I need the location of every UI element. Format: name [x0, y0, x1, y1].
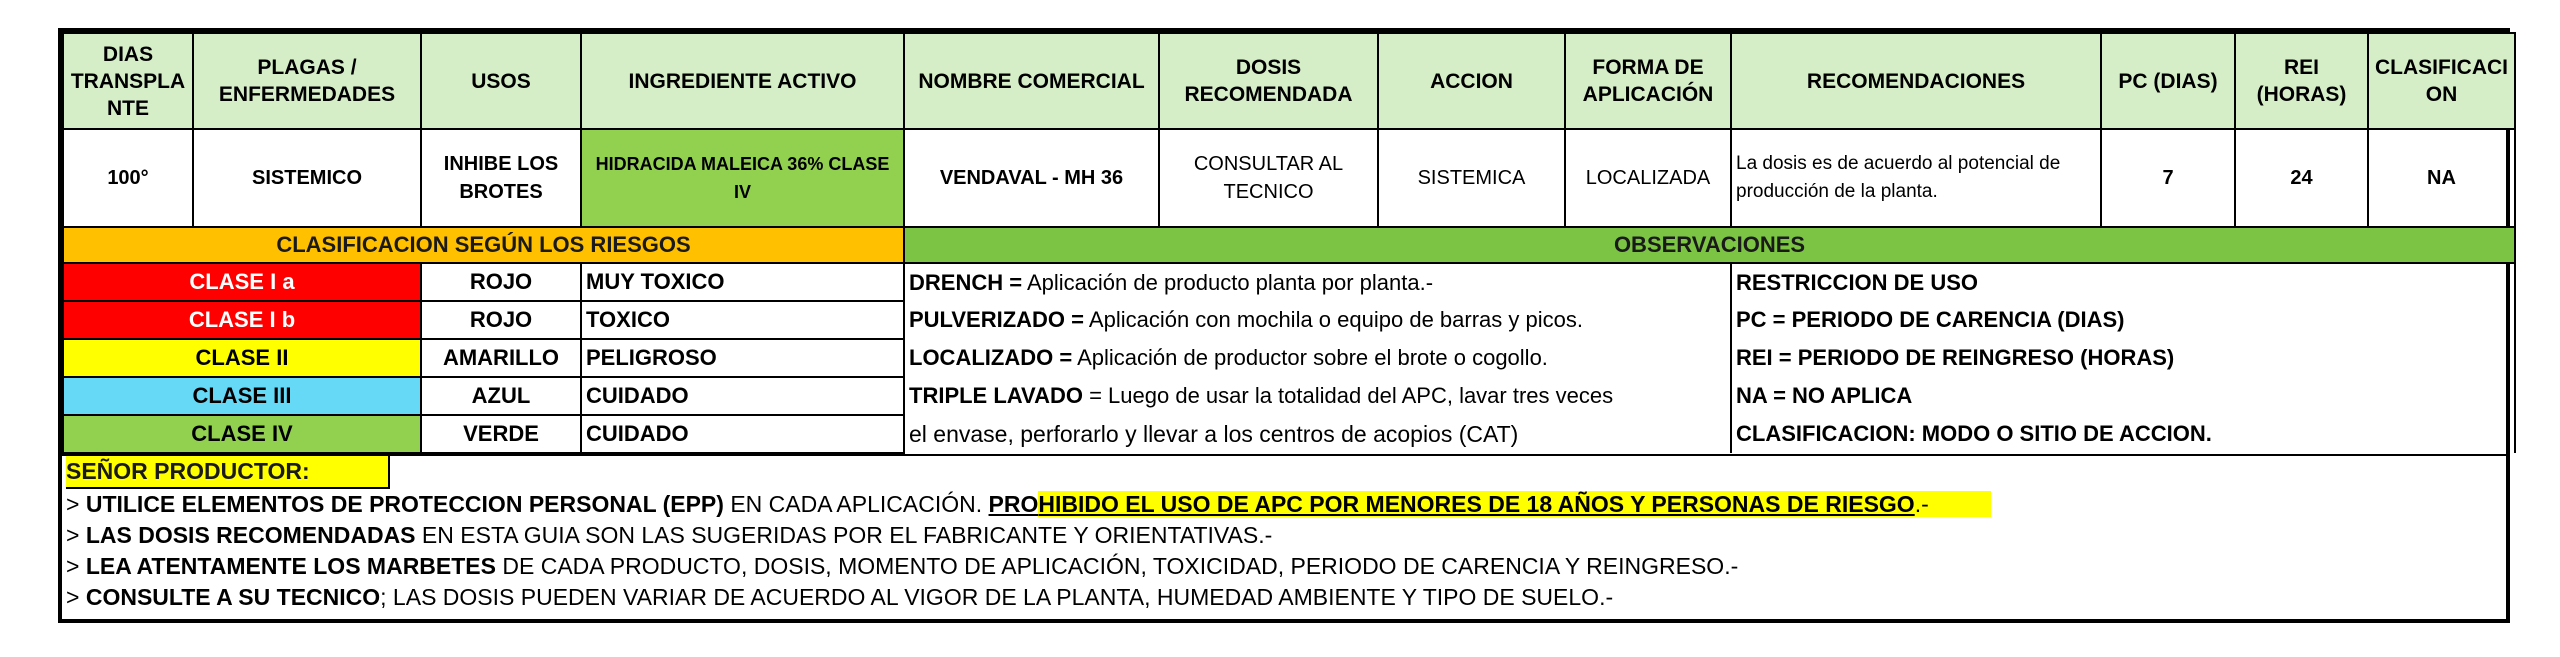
producer-notice	[62, 454, 2506, 619]
risk-class-name: CLASE I a	[63, 263, 421, 301]
observation-term: LOCALIZADO =	[909, 345, 1073, 370]
notice-line: > CONSULTE A SU TECNICO; LAS DOSIS PUEDEN VARIAR DE ACUERDO AL VIGOR DE LA PLANTA, HUMEDAD AMBIENTE Y TIPO DE SUELO.-	[66, 584, 1614, 610]
observation-line	[904, 339, 1731, 377]
risk-class-level: MUY TOXICO	[581, 263, 904, 301]
risk-class-row	[63, 301, 2515, 339]
header-nombre: NOMBRE COMERCIAL	[904, 33, 1159, 129]
risk-class-name: CLASE II	[63, 339, 421, 377]
notice-line: > LEA ATENTAMENTE LOS MARBETES DE CADA PRODUCTO, DOSIS, MOMENTO DE APLICACIÓN, TOXICIDAD, PERIODO DE CARENCIA Y REINGRESO.-	[66, 553, 1739, 579]
cell-dosis: CONSULTAR AL TECNICO	[1159, 129, 1378, 227]
observation-text: = Luego de usar la totalidad del APC, lavar tres veces	[1082, 383, 1614, 408]
cell-forma: LOCALIZADA	[1565, 129, 1731, 227]
cell-usos: INHIBE LOS BROTES	[421, 129, 581, 227]
product-table	[62, 32, 2516, 454]
observation-text: el envase, perforarlo y llevar a los centros de acopios (CAT)	[909, 420, 1519, 447]
risk-class-name: CLASE IV	[63, 415, 421, 453]
header-recomendaciones: RECOMENDACIONES	[1731, 33, 2101, 129]
header-usos: USOS	[421, 33, 581, 129]
observations-title: OBSERVACIONES	[904, 227, 2515, 263]
header-ingrediente: INGREDIENTE ACTIVO	[581, 33, 904, 129]
risk-class-row	[63, 339, 2515, 377]
risk-class-color: ROJO	[421, 301, 581, 339]
cell-accion: SISTEMICA	[1378, 129, 1565, 227]
cell-clasificacion: NA	[2368, 129, 2515, 227]
observation-line	[904, 377, 1731, 415]
risk-class-row	[63, 263, 2515, 301]
restriction-line: RESTRICCION DE USO	[1731, 263, 2515, 301]
header-dosis: DOSIS RECOMENDADA	[1159, 33, 1378, 129]
risk-class-color: VERDE	[421, 415, 581, 453]
cell-rei: 24	[2235, 129, 2368, 227]
risk-title: CLASIFICACION SEGÚN LOS RIESGOS	[63, 227, 904, 263]
cell-ingrediente: HIDRACIDA MALEICA 36% CLASE IV	[581, 129, 904, 227]
header-forma: FORMA DE APLICACIÓN	[1565, 33, 1731, 129]
product-sheet	[58, 28, 2510, 623]
observation-text: Aplicación con mochila o equipo de barras y picos.	[1084, 307, 1583, 332]
header-rei: REI (HORAS)	[2235, 33, 2368, 129]
observation-text: Aplicación de producto planta por planta.-	[1022, 269, 1434, 295]
cell-recomendaciones: La dosis es de acuerdo al potencial de producción de la planta.	[1731, 129, 2101, 227]
notice-line: > UTILICE ELEMENTOS DE PROTECCION PERSONAL (EPP) EN CADA APLICACIÓN. PROHIBIDO EL USO DE APC POR MENORES DE 18 AÑOS Y PERSONAS DE RIESGO.-	[66, 489, 2506, 520]
risk-class-level: CUIDADO	[581, 415, 904, 453]
risk-class-color: AMARILLO	[421, 339, 581, 377]
risk-class-row	[63, 377, 2515, 415]
section-bar	[63, 227, 2515, 263]
header-pc: PC (DIAS)	[2101, 33, 2235, 129]
producer-notice-title: SEÑOR PRODUCTOR:	[66, 456, 390, 489]
header-row	[63, 33, 2515, 129]
risk-class-color: ROJO	[421, 263, 581, 301]
restriction-line: NA = NO APLICA	[1731, 377, 2515, 415]
observation-text: Aplicación de productor sobre el brote o cogollo.	[1072, 345, 1548, 370]
restriction-line: REI = PERIODO DE REINGRESO (HORAS)	[1731, 339, 2515, 377]
risk-class-level: PELIGROSO	[581, 339, 904, 377]
risk-class-level: TOXICO	[581, 301, 904, 339]
restriction-line: PC = PERIODO DE CARENCIA (DIAS)	[1731, 301, 2515, 339]
cell-dias: 100°	[63, 129, 193, 227]
header-accion: ACCION	[1378, 33, 1565, 129]
restriction-line: CLASIFICACION: MODO O SITIO DE ACCION.	[1731, 415, 2515, 453]
notice-line: > LAS DOSIS RECOMENDADAS EN ESTA GUIA SON LAS SUGERIDAS POR EL FABRICANTE Y ORIENTATIVAS.-	[66, 522, 1273, 548]
risk-class-row	[63, 415, 2515, 453]
header-clasificacion: CLASIFICACI ON	[2368, 33, 2515, 129]
header-dias: DIAS TRANSPLA NTE	[63, 33, 193, 129]
observation-line	[904, 301, 1731, 339]
observation-term: TRIPLE LAVADO	[909, 383, 1083, 408]
risk-warning-highlight: HIBIDO EL USO DE APC POR MENORES DE 18 AÑOS Y PERSONAS DE RIESGO	[1038, 491, 1915, 517]
cell-plagas: SISTEMICO	[193, 129, 421, 227]
risk-class-name: CLASE I b	[63, 301, 421, 339]
cell-nombre: VENDAVAL - MH 36	[904, 129, 1159, 227]
risk-class-name: CLASE III	[63, 377, 421, 415]
observation-term: DRENCH =	[909, 269, 1023, 295]
product-row	[63, 129, 2515, 227]
cell-pc: 7	[2101, 129, 2235, 227]
observation-line	[904, 415, 1731, 453]
observation-term: PULVERIZADO =	[909, 307, 1085, 332]
header-plagas: PLAGAS / ENFERMEDADES	[193, 33, 421, 129]
observation-line	[904, 263, 1731, 301]
risk-class-level: CUIDADO	[581, 377, 904, 415]
risk-class-color: AZUL	[421, 377, 581, 415]
